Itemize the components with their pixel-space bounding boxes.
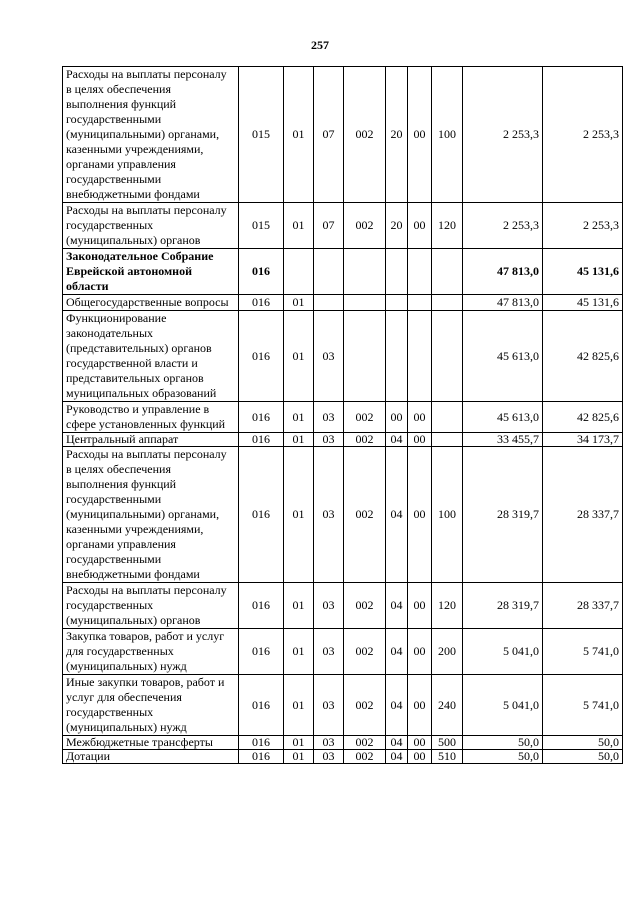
section-code-cell: 01 [284,629,314,675]
target-code-2-cell: 00 [386,402,408,433]
amount-1-cell: 2 253,3 [463,67,543,203]
budget-table [62,66,623,764]
row-name-cell: Иные закупки товаров, работ и услуг для обеспечения государственных (муниципальных) нужд [63,675,239,736]
row-name-cell: Закупка товаров, работ и услуг для государственных (муниципальных) нужд [63,629,239,675]
target-code-1-cell: 002 [344,67,386,203]
ved-code-cell: 016 [239,736,284,750]
amount-1-cell: 28 319,7 [463,583,543,629]
amount-2-cell: 2 253,3 [543,203,623,249]
target-code-3-cell [408,311,432,402]
section-code-cell: 01 [284,433,314,447]
amount-1-cell: 50,0 [463,750,543,764]
subsection-code-cell: 03 [314,433,344,447]
ved-code-cell: 016 [239,249,284,295]
amount-2-cell: 28 337,7 [543,583,623,629]
row-name-cell: Общегосударственные вопросы [63,295,239,311]
target-code-3-cell: 00 [408,402,432,433]
row-name-cell: Расходы на выплаты персоналу государственных (муниципальных) органов [63,583,239,629]
subsection-code-cell: 03 [314,402,344,433]
ved-code-cell: 016 [239,629,284,675]
section-code-cell: 01 [284,311,314,402]
section-code-cell: 01 [284,736,314,750]
amount-1-cell: 45 613,0 [463,402,543,433]
target-code-1-cell [344,249,386,295]
target-code-1-cell: 002 [344,583,386,629]
target-code-3-cell: 00 [408,629,432,675]
section-code-cell: 01 [284,675,314,736]
table-row [63,675,623,736]
expense-type-cell: 100 [432,447,463,583]
table-row [63,203,623,249]
amount-2-cell: 34 173,7 [543,433,623,447]
amount-1-cell: 50,0 [463,736,543,750]
amount-2-cell: 5 741,0 [543,629,623,675]
target-code-2-cell: 20 [386,67,408,203]
ved-code-cell: 016 [239,583,284,629]
amount-1-cell: 28 319,7 [463,447,543,583]
target-code-1-cell: 002 [344,750,386,764]
table-body [63,67,623,764]
subsection-code-cell: 03 [314,629,344,675]
ved-code-cell: 015 [239,67,284,203]
subsection-code-cell: 07 [314,67,344,203]
table-row [63,447,623,583]
ved-code-cell: 016 [239,295,284,311]
expense-type-cell: 240 [432,675,463,736]
amount-2-cell: 45 131,6 [543,249,623,295]
amount-1-cell: 33 455,7 [463,433,543,447]
row-name-cell: Дотации [63,750,239,764]
amount-1-cell: 47 813,0 [463,249,543,295]
table-row [63,736,623,750]
target-code-1-cell: 002 [344,736,386,750]
target-code-3-cell: 00 [408,750,432,764]
target-code-1-cell: 002 [344,447,386,583]
row-name-cell: Расходы на выплаты персоналу в целях обеспечения выполнения функций государственными (муниципальными) органами, казенными учреждениями, органами управления государственными внебюджетными фондами [63,447,239,583]
table-row [63,750,623,764]
amount-2-cell: 42 825,6 [543,402,623,433]
ved-code-cell: 016 [239,402,284,433]
amount-1-cell: 5 041,0 [463,629,543,675]
table-row [63,402,623,433]
target-code-3-cell: 00 [408,736,432,750]
amount-2-cell: 45 131,6 [543,295,623,311]
section-code-cell: 01 [284,447,314,583]
subsection-code-cell: 03 [314,447,344,583]
expense-type-cell [432,249,463,295]
table-row [63,249,623,295]
target-code-3-cell: 00 [408,203,432,249]
subsection-code-cell: 03 [314,675,344,736]
row-name-cell: Функционирование законодательных (представительных) органов государственной власти и представительных органов муниципальных образований [63,311,239,402]
section-code-cell [284,249,314,295]
target-code-2-cell: 04 [386,750,408,764]
section-code-cell: 01 [284,750,314,764]
target-code-2-cell: 04 [386,675,408,736]
expense-type-cell: 500 [432,736,463,750]
expense-type-cell: 120 [432,583,463,629]
target-code-3-cell [408,295,432,311]
target-code-3-cell: 00 [408,583,432,629]
subsection-code-cell: 03 [314,583,344,629]
expense-type-cell [432,402,463,433]
amount-2-cell: 28 337,7 [543,447,623,583]
subsection-code-cell: 03 [314,736,344,750]
target-code-2-cell [386,249,408,295]
target-code-2-cell: 20 [386,203,408,249]
row-name-cell: Расходы на выплаты персоналу в целях обеспечения выполнения функций государственными (муниципальными) органами, казенными учреждениями, органами управления государственными внебюджетными фондами [63,67,239,203]
amount-1-cell: 45 613,0 [463,311,543,402]
amount-2-cell: 42 825,6 [543,311,623,402]
amount-1-cell: 47 813,0 [463,295,543,311]
amount-1-cell: 5 041,0 [463,675,543,736]
target-code-1-cell: 002 [344,402,386,433]
amount-2-cell: 2 253,3 [543,67,623,203]
target-code-2-cell: 04 [386,736,408,750]
amount-2-cell: 50,0 [543,736,623,750]
target-code-3-cell: 00 [408,433,432,447]
target-code-1-cell: 002 [344,629,386,675]
expense-type-cell: 100 [432,67,463,203]
target-code-3-cell [408,249,432,295]
subsection-code-cell: 03 [314,311,344,402]
section-code-cell: 01 [284,67,314,203]
amount-2-cell: 50,0 [543,750,623,764]
ved-code-cell: 016 [239,675,284,736]
expense-type-cell [432,433,463,447]
target-code-2-cell: 04 [386,629,408,675]
table-row [63,583,623,629]
row-name-cell: Расходы на выплаты персоналу государственных (муниципальных) органов [63,203,239,249]
subsection-code-cell [314,295,344,311]
target-code-1-cell: 002 [344,675,386,736]
expense-type-cell: 120 [432,203,463,249]
ved-code-cell: 016 [239,447,284,583]
row-name-cell: Руководство и управление в сфере установленных функций [63,402,239,433]
section-code-cell: 01 [284,583,314,629]
target-code-2-cell: 04 [386,583,408,629]
table-row [63,295,623,311]
target-code-2-cell: 04 [386,447,408,583]
ved-code-cell: 016 [239,311,284,402]
section-code-cell: 01 [284,203,314,249]
target-code-1-cell [344,295,386,311]
target-code-3-cell: 00 [408,67,432,203]
target-code-3-cell: 00 [408,447,432,583]
amount-1-cell: 2 253,3 [463,203,543,249]
row-name-cell: Центральный аппарат [63,433,239,447]
ved-code-cell: 015 [239,203,284,249]
section-code-cell: 01 [284,295,314,311]
subsection-code-cell: 07 [314,203,344,249]
expense-type-cell [432,311,463,402]
section-code-cell: 01 [284,402,314,433]
expense-type-cell [432,295,463,311]
table-row [63,629,623,675]
target-code-3-cell: 00 [408,675,432,736]
row-name-cell: Законодательное Собрание Еврейской автономной области [63,249,239,295]
table-row [63,433,623,447]
target-code-2-cell: 04 [386,433,408,447]
page-number: 257 [311,38,329,52]
target-code-1-cell: 002 [344,433,386,447]
expense-type-cell: 510 [432,750,463,764]
target-code-2-cell [386,311,408,402]
subsection-code-cell: 03 [314,750,344,764]
amount-2-cell: 5 741,0 [543,675,623,736]
target-code-1-cell: 002 [344,203,386,249]
ved-code-cell: 016 [239,433,284,447]
table-row [63,311,623,402]
ved-code-cell: 016 [239,750,284,764]
target-code-1-cell [344,311,386,402]
table-row [63,67,623,203]
target-code-2-cell [386,295,408,311]
subsection-code-cell [314,249,344,295]
expense-type-cell: 200 [432,629,463,675]
row-name-cell: Межбюджетные трансферты [63,736,239,750]
